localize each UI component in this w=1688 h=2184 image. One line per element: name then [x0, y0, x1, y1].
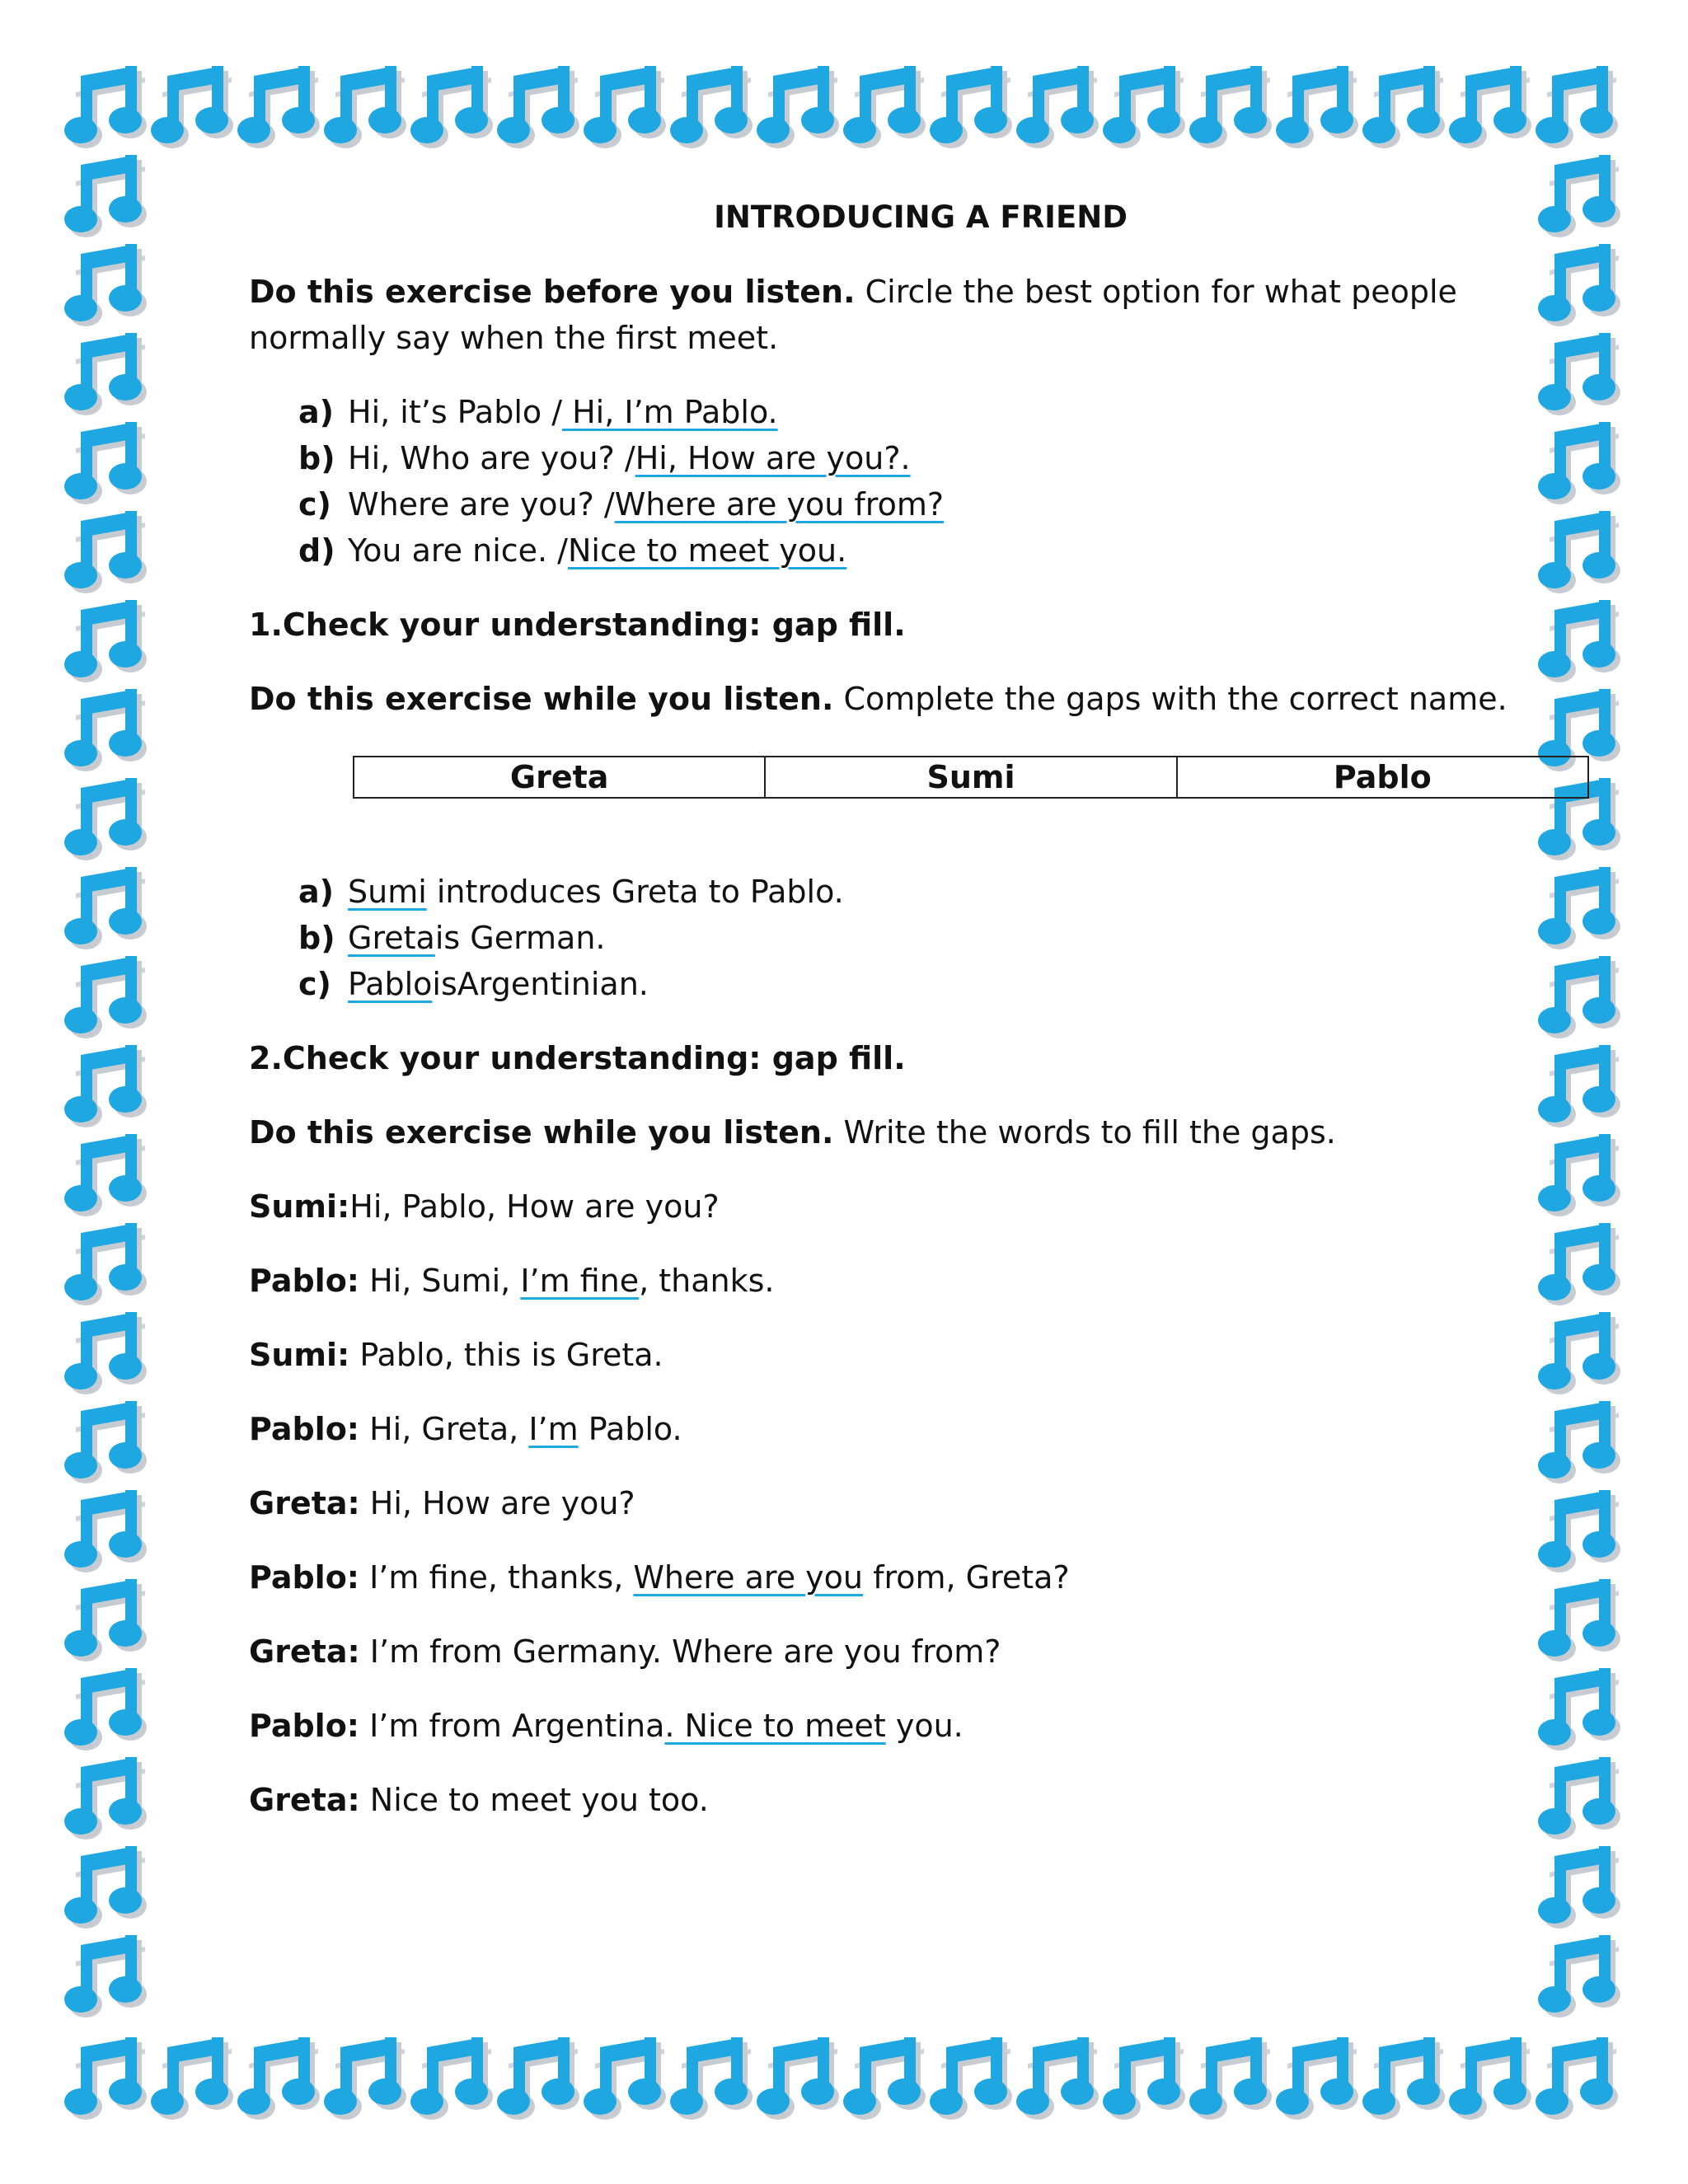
music-note-icon [1538, 244, 1620, 326]
section3-instruction: Do this exercise while you listen. Write the words to fill the gaps. [249, 1114, 1336, 1151]
music-note-icon [497, 66, 579, 148]
music-note-icon [1538, 1757, 1620, 1840]
name-cell: Pablo [1177, 757, 1588, 798]
section1-item-b: b) Hi, Who are you? /Hi, How are you?. [298, 440, 911, 476]
music-note-icon [1189, 66, 1272, 148]
music-note-icon [1538, 1846, 1620, 1929]
music-note-icon [64, 1579, 147, 1661]
dialogue-line: Pablo: I’m fine, thanks, Where are you from, Greta? [249, 1559, 1070, 1596]
music-note-icon [757, 2037, 839, 2120]
dialogue-line: Pablo: I’m from Argentina. Nice to meet you. [249, 1708, 964, 1744]
section1-instruction-bold: Do this exercise before you listen. [249, 274, 856, 310]
dialogue-line: Pablo: Hi, Greta, I’m Pablo. [249, 1411, 682, 1447]
section1-item-c: c) Where are you? /Where are you from? [298, 486, 945, 523]
dialogue-line: Pablo: Hi, Sumi, I’m fine, thanks. [249, 1263, 775, 1299]
music-note-icon [64, 155, 147, 237]
section1-item-a: a) Hi, it’s Pablo / Hi, I’m Pablo. [298, 394, 778, 430]
music-note-icon [324, 66, 406, 148]
section2-heading: 1.Check your understanding: gap fill. [249, 607, 906, 643]
answer: Where are you [633, 1559, 863, 1596]
answer: . Nice to meet [664, 1708, 886, 1744]
music-note-icon [64, 956, 147, 1038]
music-note-icon [64, 600, 147, 682]
music-note-icon [1276, 2037, 1358, 2120]
music-note-icon [1016, 66, 1099, 148]
music-note-icon [64, 1490, 147, 1572]
page-title: INTRODUCING A FRIEND [714, 199, 1128, 235]
music-note-icon [584, 66, 666, 148]
music-note-icon [64, 1401, 147, 1483]
music-note-icon [1538, 1490, 1620, 1572]
music-note-icon [64, 1757, 147, 1840]
music-note-icon [670, 66, 753, 148]
music-note-icon [1538, 1401, 1620, 1483]
music-note-icon [64, 1846, 147, 1929]
music-note-icon [1536, 2037, 1618, 2120]
music-note-icon [237, 2037, 320, 2120]
section1-instruction-line2: normally say when the first meet. [249, 320, 779, 356]
answer: Hi, I’m Pablo. [562, 394, 778, 430]
music-note-icon [64, 1668, 147, 1750]
music-note-icon [757, 66, 839, 148]
dialogue-line: Sumi: Pablo, this is Greta. [249, 1337, 663, 1373]
music-note-icon [64, 333, 147, 415]
music-note-icon [1016, 2037, 1099, 2120]
section2-instruction: Do this exercise while you listen. Complete the gaps with the correct name. [249, 681, 1507, 717]
dialogue-line: Greta: Nice to meet you too. [249, 1782, 709, 1818]
music-note-icon [1449, 66, 1531, 148]
music-note-icon [1538, 600, 1620, 682]
music-note-icon [64, 66, 147, 148]
music-note-icon [1538, 956, 1620, 1038]
answer: I’m [528, 1411, 579, 1447]
music-note-icon [1538, 1134, 1620, 1216]
music-note-icon [1538, 333, 1620, 415]
music-note-icon [1276, 66, 1358, 148]
section2-item-b: b) Gretais German. [298, 920, 606, 956]
music-note-icon [670, 2037, 753, 2120]
music-note-icon [930, 66, 1012, 148]
music-note-icon [843, 66, 926, 148]
music-note-icon [64, 867, 147, 949]
music-note-icon [64, 2037, 147, 2120]
section1-instruction-text: Circle the best option for what people [855, 274, 1457, 310]
music-note-icon [410, 66, 493, 148]
dialogue-line: Greta: Hi, How are you? [249, 1485, 635, 1521]
music-note-icon [1538, 1223, 1620, 1305]
answer: Nice to meet you. [567, 532, 847, 569]
music-note-icon [1536, 66, 1618, 148]
music-note-icon [497, 2037, 579, 2120]
answer: Pablo [348, 966, 433, 1002]
music-note-icon [64, 1935, 147, 2018]
section1-item-d: d) You are nice. /Nice to meet you. [298, 532, 847, 569]
section2-item-a: a) Sumi introduces Greta to Pablo. [298, 874, 844, 910]
music-note-icon [1362, 66, 1445, 148]
music-note-icon [1362, 2037, 1445, 2120]
music-note-icon [64, 689, 147, 771]
music-note-icon [1538, 1312, 1620, 1394]
music-note-icon [410, 2037, 493, 2120]
section3-heading: 2.Check your understanding: gap fill. [249, 1040, 906, 1076]
music-note-icon [64, 1045, 147, 1127]
answer: Hi, How are you?. [635, 440, 911, 476]
name-cell: Sumi [765, 757, 1176, 798]
section1-instruction-line1 [249, 270, 1457, 313]
dialogue-line: Sumi:Hi, Pablo, How are you? [249, 1188, 720, 1225]
name-cell: Greta [354, 757, 765, 798]
music-note-icon [1103, 66, 1185, 148]
music-note-icon [1449, 2037, 1531, 2120]
music-note-icon [1538, 1045, 1620, 1127]
music-note-icon [1538, 1668, 1620, 1750]
music-note-icon [64, 511, 147, 593]
music-note-icon [584, 2037, 666, 2120]
music-note-icon [64, 422, 147, 504]
names-table [353, 756, 1589, 799]
music-note-icon [64, 1223, 147, 1305]
music-note-icon [1538, 1579, 1620, 1661]
dialogue-line: Greta: I’m from Germany. Where are you from? [249, 1633, 1001, 1670]
music-note-icon [1103, 2037, 1185, 2120]
music-note-icon [324, 2037, 406, 2120]
music-note-icon [1189, 2037, 1272, 2120]
answer: Greta [348, 920, 435, 956]
music-note-icon [843, 2037, 926, 2120]
answer: Where are you from? [614, 486, 945, 523]
music-note-icon [1538, 422, 1620, 504]
music-note-icon [64, 1134, 147, 1216]
music-note-icon [151, 66, 233, 148]
answer: I’m fine [520, 1263, 640, 1299]
music-note-icon [64, 244, 147, 326]
section2-item-c: c) PabloisArgentinian. [298, 966, 649, 1002]
music-note-icon [151, 2037, 233, 2120]
music-note-icon [1538, 1935, 1620, 2018]
music-note-icon [1538, 511, 1620, 593]
music-note-icon [237, 66, 320, 148]
music-note-icon [1538, 867, 1620, 949]
answer: Sumi [348, 874, 427, 910]
music-note-icon [930, 2037, 1012, 2120]
music-note-icon [64, 778, 147, 860]
music-note-icon [64, 1312, 147, 1394]
